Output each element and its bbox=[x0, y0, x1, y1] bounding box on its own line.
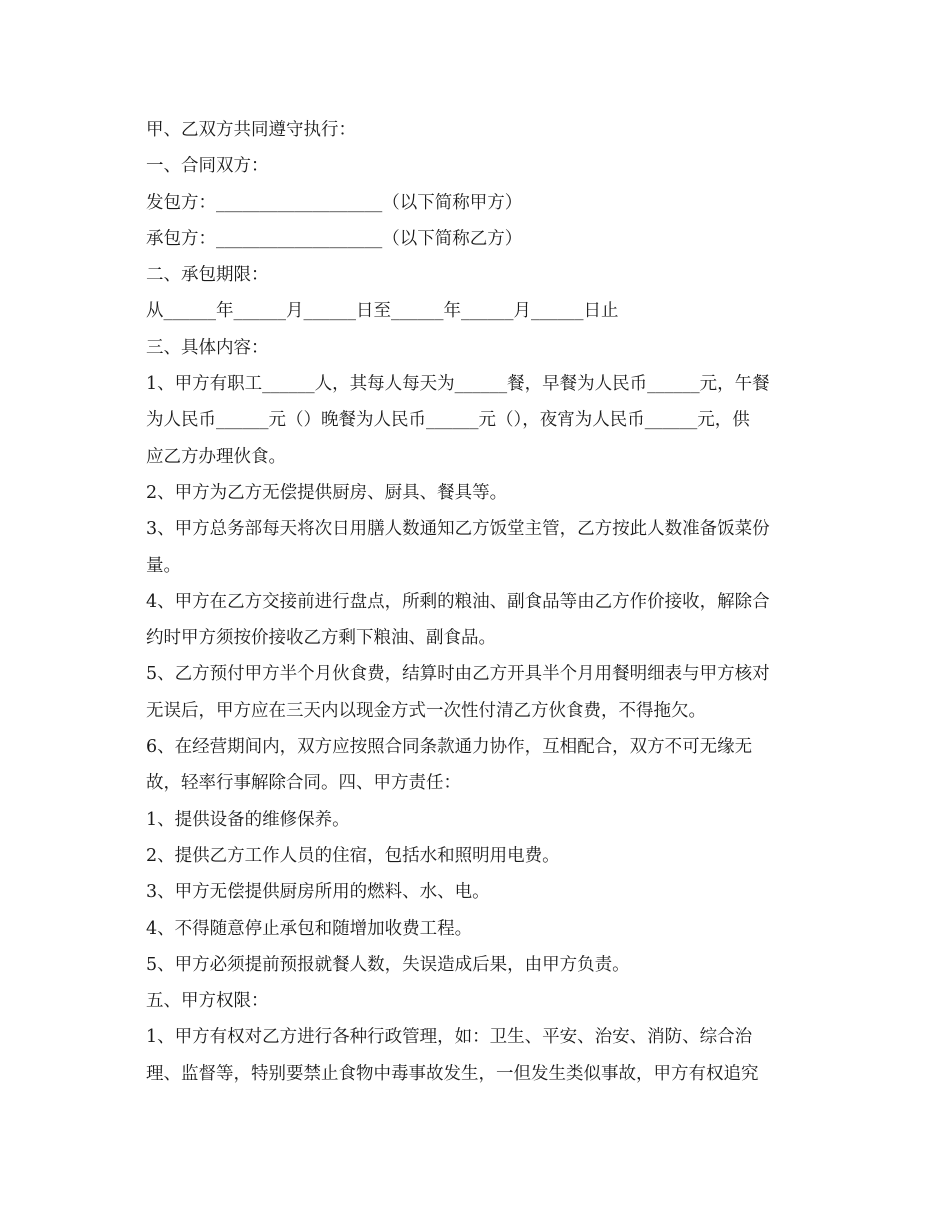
text-line: 1、提供设备的维修保养。 bbox=[146, 809, 350, 830]
text-line: 量。 bbox=[146, 555, 181, 576]
text-line: 应乙方办理伙食。 bbox=[146, 446, 286, 467]
text-line: 5、乙方预付甲方半个月伙食费，结算时由乙方开具半个月用餐明细表与甲方核对 bbox=[146, 664, 770, 685]
text-line: 2、提供乙方工作人员的住宿，包括水和照明用电费。 bbox=[146, 845, 560, 866]
text-line: 故，轻率行事解除合同。四、甲方责任： bbox=[146, 773, 461, 794]
section-heading: 三、具体内容： bbox=[146, 337, 269, 358]
text-line: 3、甲方总务部每天将次日用膳人数通知乙方饭堂主管，乙方按此人数准备饭菜份 bbox=[146, 519, 770, 540]
text-line: 6、在经营期间内，双方应按照合同条款通力协作，互相配合，双方不可无缘无 bbox=[146, 737, 753, 758]
text-line: 4、甲方在乙方交接前进行盘点，所剩的粮油、副食品等由乙方作价接收，解除合 bbox=[146, 591, 770, 612]
text-line: 5、甲方必须提前预报就餐人数，失误造成后果，由甲方负责。 bbox=[146, 954, 630, 975]
text-line: 理、监督等，特别要禁止食物中毒事故发生，一但发生类似事故，甲方有权追究 bbox=[146, 1063, 759, 1084]
text-line: 为人民币______元（）晚餐为人民币______元（），夜宵为人民币______元，供 bbox=[146, 410, 750, 431]
text-line: 承包方：___________________（以下简称乙方） bbox=[146, 228, 523, 249]
text-line: 约时甲方须按价接收乙方剩下粮油、副食品。 bbox=[146, 628, 496, 649]
text-line: 2、甲方为乙方无偿提供厨房、厨具、餐具等。 bbox=[146, 482, 508, 503]
text-line: 4、不得随意停止承包和随增加收费工程。 bbox=[146, 918, 473, 939]
text-line: 无误后，甲方应在三天内以现金方式一次性付清乙方伙食费，不得拖欠。 bbox=[146, 700, 706, 721]
section-heading: 一、合同双方： bbox=[146, 156, 269, 177]
text-line: 3、甲方无偿提供厨房所用的燃料、水、电。 bbox=[146, 882, 490, 903]
section-heading: 二、承包期限： bbox=[146, 265, 269, 286]
text-line: 1、甲方有职工______人，其每人每天为______餐，早餐为人民币______元，午餐 bbox=[146, 374, 770, 395]
contract-document bbox=[146, 112, 806, 1092]
text-line: 发包方：___________________（以下简称甲方） bbox=[146, 192, 523, 213]
text-line: 从______年______月______日至______年______月______日止 bbox=[146, 301, 619, 322]
text-line: 甲、乙双方共同遵守执行： bbox=[146, 120, 356, 140]
text-line: 1、甲方有权对乙方进行各种行政管理，如：卫生、平安、治安、消防、综合治 bbox=[146, 1027, 753, 1048]
section-heading: 五、甲方权限： bbox=[146, 991, 269, 1012]
